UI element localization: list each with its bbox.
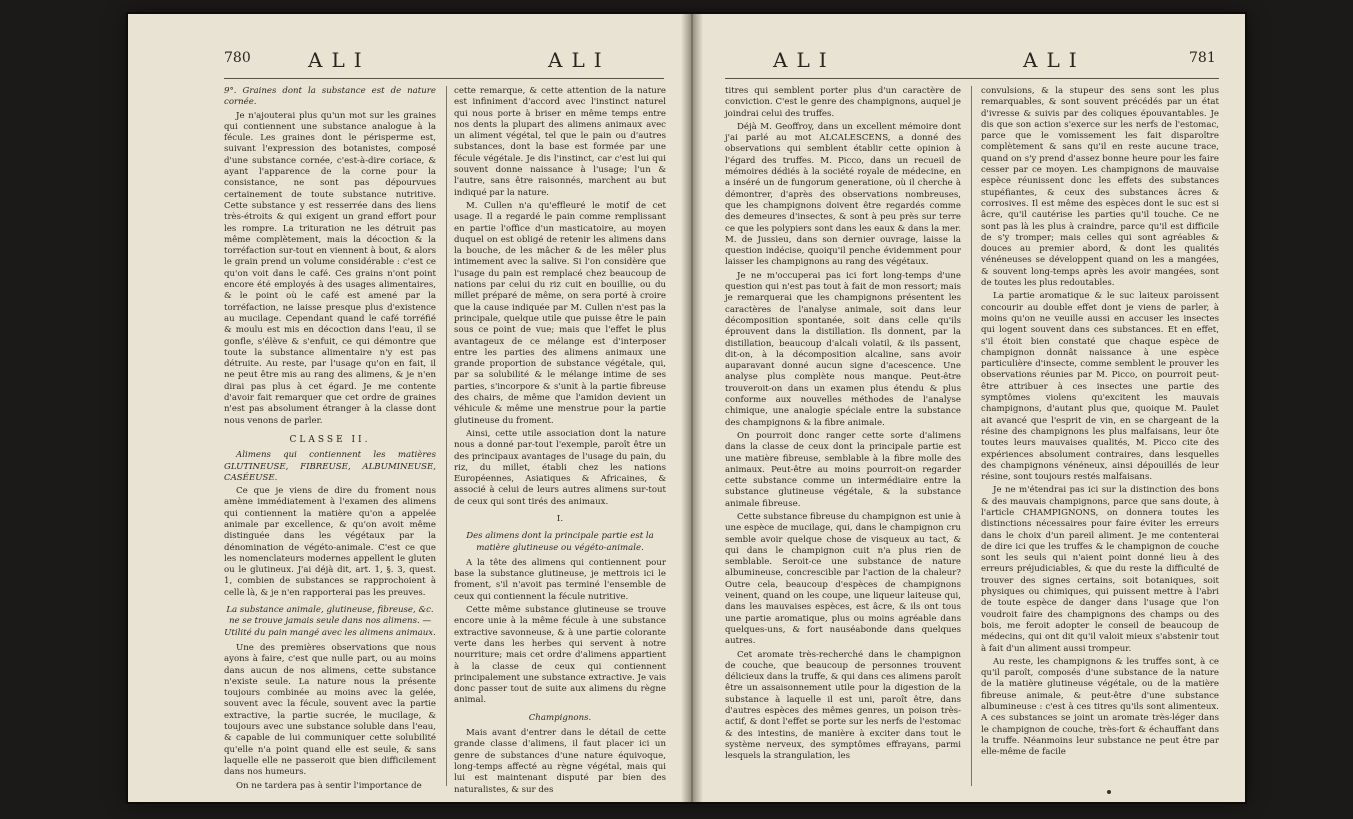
paragraph: La partie aromatique & le suc laiteux paroissent concourir au double effet dont je viens de parler, à moins qu'on ne veuille aussi en accuser les insectes qui logent souvent dans ces substances. Et en effet, s'il étoit bien constaté que chaque espèce de champignon donnât naissance à une espèce particulière d'insecte, comme semblent le prouver les observations réunies par M. Picco, on pourroit peut-être attribuer à ces insectes une partie des symptômes violens qu'excitent les mauvais champignons, d'autant plus que, quoique M. Paulet ait avancé que l'esprit de vin, en se chargeant de la résine des champignons les plus malfaisans, leur ôte toutes leurs mauvaises qualités, M. Picco cite des expériences absolument contraires, dans lesquelles des champignons vénéneux, ainsi dépouillés de leur résine, sont toujours restés malfaisans.	[981, 291, 1219, 483]
book-gutter	[681, 14, 703, 802]
paragraph: Ce que je viens de dire du froment nous amène immédiatement à l'examen des alimens qui contiennent la matière qu'on a appelée animale par excellence, & qu'on avoit même distinguée dans les végétaux par la dénomination de végéto-animale. C'est ce que les nomenclateurs modernes appellent le gluten ou le glutineux. J'ai déjà dit, art. 1, §. 3, quest. 1, combien de substances se rapprochoient à celle là, & je n'en rapporterai pas les preuves.	[224, 486, 436, 598]
paragraph: On ne tardera pas à sentir l'importance de	[236, 780, 422, 791]
subsection-title: Alimens qui contiennent les matières GLUTINEUSE, FIBREUSE, ALBUMINEUSE, CASÉEUSE.	[224, 450, 436, 483]
paragraph: Cette même substance glutineuse se trouve encore unie à la même fécule à une substance extractive savonneuse, & à une partie colorante verte dans les herbes qui servent à notre nourriture; mais cet ordre d'alimens appartient à la classe de ceux qui contiennent principalement une substance extractive. Je vais donc passer tout de suite aux alimens du règne animal.	[454, 605, 666, 706]
running-head: ALI	[308, 48, 371, 72]
page-number: 780	[224, 50, 251, 66]
right-column-2	[981, 86, 1219, 788]
paragraph: Ainsi, cette utile association dont la nature nous a donné par-tout l'exemple, paroît être un des principaux avantages de l'usage du pain, du riz, du millet, établi chez les nations Européennes, Asiatiques & Africaines, & associé à celui de leurs autres alimens sur-tout de ceux qui sont tirés des animaux.	[454, 428, 666, 507]
paragraph: titres qui semblent porter plus d'un caractère de conviction. C'est le genre des champignons, auquel je joindrai celui des truffes.	[725, 86, 961, 119]
running-head: ALI	[773, 48, 836, 72]
paragraph: M. Cullen n'a qu'effleuré le motif de cet usage. Il a regardé le pain comme remplissant en partie l'office d'un masticatoire, au moyen duquel on est obligé de retenir les alimens dans la bouche, de les mâcher & de les mêler plus intimement avec la salive. Si l'on considère que l'usage du pain est remplacé chez beaucoup de nations par celui du riz cuit en bouillie, ou du millet préparé de même, on sera porté à croire que la cause indiquée par M. Cullen n'est pas la principale, quelque utile que puisse être le pain sous ce point de vue; mais que l'effet le plus avantageux de ce mélange est d'interposer entre les parties des alimens animaux une grande proportion de substance végétale, qui, par sa solubilité & le mélange intime de ses parties, s'incorpore & s'unit à la partie fibreuse des chairs, de même que l'amidon devient un véhicule & même une menstrue pour la partie glutineuse du froment.	[454, 200, 666, 426]
paragraph: Je n'ajouterai plus qu'un mot sur les graines qui contiennent une substance analogue à la fécule. Les graines dont le périsperme est, suivant l'expression des botanistes, composé d'une substance cornée, c'est-à-dire coriace, & ayant l'apparence de la corne pour la consistance, ne sont pas dépourvues certainement de toute substance nutritive. Cette substance y est resserrée dans des liens très-étroits & qui exigent un grand effort pour les rompre. La trituration ne les détruit pas même complètement, mais la décoction & la torréfaction sur-tout en viennent à bout, & alors le grain prend un volume considérable : c'est ce qu'on voit dans le café. Ces grains n'ont point encore été employés à des usages alimentaires, & le point où le café est amené par la torréfaction, ne laisse presque plus d'existence au mucilage. Cependant quand le café torréfié & moulu est mis en décoction dans l'eau, il se gonfle, s'élève & s'enfuit, ce qui démontre que toute la substance alimentaire n'y est pas détruite. Au reste, par l'usage qu'on en fait, il ne peut être mis au rang des alimens, & je n'en dirai pas plus à cet égard. Je me contente d'avoir fait remarquer que cet ordre de graines n'est pas absolument étranger à la classe dont nous venons de parler.	[224, 110, 436, 426]
paragraph: Mais avant d'entrer dans le détail de cette grande classe d'alimens, il faut placer ici un genre de substances d'une nature équivoque, long-temps affecté au règne végétal, mais qui lui est maintenant disputé par bien des naturalistes, & sur des	[454, 728, 666, 795]
running-head-right-column: ALI	[548, 48, 611, 72]
header-rule	[224, 78, 664, 79]
column-rule	[971, 86, 972, 786]
paragraph: Cette substance fibreuse du champignon est unie à une espèce de mucilage, qui, dans le champignon cru semble avoir quelque chose de visqueux au tact, & qui dans le champignon cuit n'a plus rien de semblable. Seroit-ce une substance de nature albumineuse, concrescible par l'action de la chaleur? Outre cela, beaucoup d'espèces de champignons veinent, quand on les coupe, une liqueur laiteuse qui, dans les mauvaises espèces, est âcre, & ils ont tous une partie aromatique, plus ou moins agréable dans quelques-uns, & fort nauséabonde dans quelques autres.	[725, 511, 961, 647]
subsection-title: Champignons.	[528, 712, 592, 723]
subsection-title: Des alimens dont la principale partie est la matière glutineuse ou végéto-animale.	[466, 531, 654, 553]
right-column-1	[725, 86, 961, 788]
paragraph: Cet aromate très-recherché dans le champignon de couche, que beaucoup de personnes trouvent délicieux dans la truffe, & qui dans ces alimens paroît être un assaisonnement utile pour la digestion de la substance à laquelle il est uni, paroît être, dans d'autres espèces des mêmes genres, un poison très-actif, & dont l'effet se porte sur les nerfs de l'estomac & des intestins, de manière à exciter dans tout le système nerveux, des symptômes effrayans, parmi lesquels la strangulation, les	[725, 649, 961, 762]
paragraph: On pourroit donc ranger cette sorte d'alimens dans la classe de ceux dont la principale partie est une matière fibreuse, semblable à la fibre molle des animaux. Peut-être au moins pourroit-on regarder cette substance comme un intermédiaire entre la substance glutineuse végétale, & la substance animale fibreuse.	[725, 430, 961, 509]
section-heading: 9°. Graines dont la substance est de nature cornée.	[224, 86, 436, 108]
running-head-right-column: ALI	[1023, 48, 1086, 72]
paragraph: Je ne m'étendrai pas ici sur la distinction des bons & des mauvais champignons, parce que sans doute, à l'article CHAMPIGNONS, on donnera toutes les distinctions nécessaires pour faire éviter les erreurs dans le choix d'un pareil aliment. Je me contenterai de dire ici que les truffes & le champignon de couche sont les seuls qui n'aient point donné lieu à des erreurs préjudiciables, & que du reste la difficulté de trouver des signes certains, soit botaniques, soit physiques ou chimiques, qui puissent mettre à l'abri de toute espèce de danger dans l'usage que l'on voudroit faire des champignons des champs ou des bois, me feroit adopter le conseil de beaucoup de médecins, qui ont dit qu'il valoit mieux s'abstenir tout à fait d'un aliment aussi trompeur.	[981, 485, 1219, 654]
left-column-2	[454, 86, 666, 795]
subsection-title: La substance animale, glutineuse, fibreuse, &c. ne se trouve jamais seule dans nos alimens. — Utilité du pain mangé avec les alimens animaux.	[224, 605, 436, 638]
book-spread	[128, 14, 1245, 802]
page-number: 781	[1189, 50, 1216, 66]
paragraph: A la tête des alimens qui contiennent pour base la substance glutineuse, je mettrois ici le froment, s'il n'avoit pas terminé l'ensemble de ceux qui contiennent la fécule nutritive.	[454, 557, 666, 602]
paragraph: Au reste, les champignons & les truffes sont, à ce qu'il paroît, composés d'une substance de la nature de la matière glutineuse végétale, ou de la matière fibreuse animale, & peut-être d'une substance albumineuse : c'est à ces titres qu'ils sont alimenteux. A ces substances se joint un aromate très-léger dans le champignon de couche, très-fort & échauffant dans la truffe. Néanmoins leur substance ne peut être par elle-même de facile	[981, 656, 1219, 758]
paragraph: Une des premières observations que nous ayons à faire, c'est que nulle part, ou au moins dans aucun de nos alimens, cette substance n'existe seule. La nature nous la présente toujours combinée au moins avec la gelée, souvent avec la fécule, souvent avec la partie extractive, la partie sucrée, le mucilage, & toujours avec une substance soluble dans l'eau, & capable de lui communiquer cette solubilité qu'elle n'a point quand elle est seule, & sans laquelle elle ne passeroit que bien difficilement dans nos humeurs.	[224, 642, 436, 778]
paragraph: Je ne m'occuperai pas ici fort long-temps d'une question qui n'est pas tout à fait de mon ressort; mais je remarquerai que les champignons présentent les caractères de l'analyse animale, soit dans leur décomposition spontanée, soit dans celle qu'ils éprouvent dans la distillation. Ils donnent, par la distillation, beaucoup d'alcali volatil, & ils passent, dit-on, à la décomposition alcaline, sans avoir auparavant donné aucun signe d'acescence. Une analyse plus complète nous manque. Peut-être trouveroit-on dans un examen plus étendu & plus conforme aux nouvelles méthodes de l'analyse chimique, une analogie spéciale entre la substance des champignons & la fibre animale.	[725, 270, 961, 428]
left-page	[128, 14, 681, 802]
column-rule	[446, 86, 447, 786]
header-rule	[725, 78, 1219, 79]
ink-dot	[1107, 790, 1111, 794]
section-number: I.	[556, 513, 564, 524]
class-heading: CLASSE II.	[289, 434, 371, 445]
paragraph: Déjà M. Geoffroy, dans un excellent mémoire dont j'ai parlé au mot ALCALESCENS, a donné des observations qui semblent établir cette opinion à l'égard des truffes. M. Picco, dans un recueil de mémoires dédiés à la société royale de médecine, en a inséré un de fungorum generatione, où il cherche à démontrer, d'après des observations nombreuses, que les champignons doivent être regardés comme des demeures d'insectes, & sont à peu près sur terre ce que les polypiers sont dans les eaux & dans la mer. M. de Jussieu, dans son dernier ouvrage, laisse la question indécise, quoiqu'il penche évidemment pour laisser les champignons au rang des végétaux.	[725, 121, 961, 268]
paragraph: cette remarque, & cette attention de la nature est infiniment d'accord avec l'instinct naturel qui nous porte à briser en même temps entre nos dents la plupart des alimens animaux avec un aliment végétal, tel que le pain ou d'autres substances, dont la base est formée par une fécule végétale. Je dis l'instinct, car c'est lui qui souvent donne naissance à l'usage; l'un & l'autre, sans être raisonnés, marchent au but indiqué par la nature.	[454, 86, 666, 198]
paragraph: convulsions, & la stupeur des sens sont les plus remarquables, & sont souvent précédés par un état d'ivresse & suivis par des coliques épouvantables. Je dis que son action s'exerce sur les nerfs de l'estomac, parce que le vomissement les fait disparoître complètement & sans qu'il en reste aucune trace, quand on s'y prend d'assez bonne heure pour les faire cesser par ce moyen. Les champignons de mauvaise espèce réunissent donc les effets des substances stupéfiantes, & ceux des substances âcres & corrosives. Il est même des espèces dont le suc est si âcre, qu'il cautérise les parties qu'il touche. Ce ne sont pas là les plus à craindre, parce qu'il est difficile de s'y tromper; mais celles qui sont agréables & douces au premier abord, & dont les qualités vénéneuses se développent quand on les a mangées, & souvent long-temps après les avoir mangées, sont de toutes les plus redoutables.	[981, 86, 1219, 289]
right-page	[703, 14, 1245, 802]
left-column-1	[224, 86, 436, 791]
